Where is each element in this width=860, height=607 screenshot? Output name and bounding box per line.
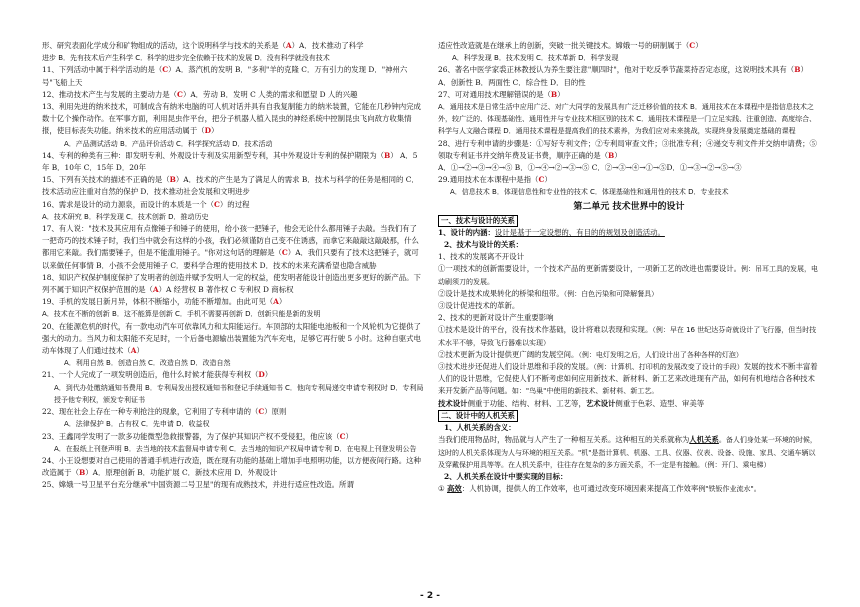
question-19-options: A．技术在不断的创新 B．这不能算是创新 C．手机不需要再创新 D．创新只能是新的发明 xyxy=(42,310,321,319)
question-20-options: A．利用自然 B．创造自然 C．改造自然 D．改造自然 xyxy=(64,359,231,368)
question-24: 24、小王设想要对自己使用的普通手机进行改造，既在现有功能的基础上增加手电照明功能，以方便夜间行路。这种改造属于（B）A．原理创新 B．功能扩展 C．新技术应用 D．外观设计 xyxy=(42,455,421,478)
question-28: 28、进行专利申请的步骤是：①写好专利文件；②专利局审查文件；③批准专利；④递交专利文件并交纳申请费；⑤领取专利证书并交纳年费及证书费，顺序正确的是（B） xyxy=(438,138,817,160)
example-text: （例：早在 16 世纪达芬奇就设计了飞行器，但当时技术水平不够，导致飞行器难以实现） xyxy=(438,326,817,347)
question-29: 29.通用技术在本课程中是指（C） xyxy=(438,175,552,185)
example-text: 例"铁钣作业流水"。 xyxy=(698,485,761,494)
point-text: 。备人们身处某一环境的时候，这时的人机关系体现为人与环境的相互关系。"机"是指计算机、机器、工具、仪器、仪表、设备、设施、家具、交通车辆以及穿戴保护用具等等。在人机关系中，往往存在复杂的多方面关系，不一定是有接触。（例：开门、乘电梯） xyxy=(438,436,817,469)
question-15: 15、下列有关技术的描述不正确的是（B）A．技术的产生是为了满足人的需求 B．技术与科学的任务是相同的 C．技术活动应注重对自然的保护 D．技术推动社会发展和文明进步 xyxy=(42,175,419,197)
keyword: 高效 xyxy=(447,484,462,494)
page-number: - 2 - xyxy=(420,591,440,601)
question-25-cont: 适应性改造就是在继承上的创新，突破一批关键技术。嫦娥一号的研制属于（C） xyxy=(438,41,703,50)
question-12: 12、推动技术产生与发展的主要动力是（C）A．劳动 B．发明 C 人类的需求和愿望 D 人的兴趣 xyxy=(42,89,358,99)
point-text: ③技术进步还促进人们设计思维和手段的发展。 xyxy=(438,362,594,372)
example-text: （例：电灯发明之后，人们设计出了各种各样的灯泡） xyxy=(578,350,743,359)
answer-letter: D xyxy=(204,126,212,136)
section-heading: 二、设计中的人机关系 xyxy=(438,410,518,422)
example-text: 例：吊耳工具的发展，电动刷须刀的发展。 xyxy=(438,265,819,286)
left-line: 进步 B．先有技术后产生科学 C．科学的进步完全依赖于技术的发展 D．没有科学就没有技术 xyxy=(42,54,330,63)
answer-letter: C xyxy=(281,248,288,258)
answer-letter: D xyxy=(258,370,265,380)
point-text: 当我们使用物品时，物品就与人产生了一种相互关系。这种相互的关系就称为 xyxy=(438,435,690,445)
question-16: 16、需求是设计的动力源泉，而设计的本质是一个（C）的过程 xyxy=(42,199,250,209)
answer-letter: A xyxy=(285,41,292,50)
answer-letter: C xyxy=(177,89,183,99)
question-11: 11、下列活动中属于科学活动的是（C）A．蒸汽机的发明 B．"多利"羊的克隆 C．万有引力的发现 D．"神州六号"飞船上天 xyxy=(42,65,408,87)
left-line: 形、研究表面化学成分和矿物组成的活动，这个说明科学与技术的关系是（A）A．技术推动了科学 xyxy=(42,41,364,50)
question-25: 25、嫦娥一号卫星平台充分继承"中国资源二号卫星"的现有成熟技术，并进行适应性改造。所谓 xyxy=(42,480,354,490)
question-26: 26、著名中医学家裘正林教授认为养生要注意"顺四时"，他对于吃反季节蔬菜持否定态度，这说明技术具有（B）A．创新性 B．两面性 C．综合性 D．目的性 xyxy=(438,65,808,87)
section-heading: 一、技术与设计的关系 xyxy=(438,215,518,227)
point-text: ③设计促进技术的革新。 xyxy=(438,301,520,311)
answer-letter: B xyxy=(550,89,558,99)
subheading: 1、设计的内涵： xyxy=(438,227,495,237)
left-column xyxy=(42,40,424,585)
question-13: 13、利用先进的纳米技术，可制成含有纳米电脑的可人机对话并具有自我复制能力的纳米装置，它能在几秒钟内完成数十亿个操作动作。在军事方面，利用昆虫作平台，把分子机器人植入昆虫的神经系统中控制昆虫飞向敌方收集情报，使目标丧失功能。纳米技术的应用活动属于（D） xyxy=(42,102,421,136)
question-22: 22、现在社会上存在一种专利抢注的现象，它利用了专利申请的（C）原则 xyxy=(42,407,287,417)
keyword: 人机关系 xyxy=(689,435,719,445)
question-21-options: A．到代办处缴纳通知书费用 B．专利局发出授权通知书和登记手续通知书 C．他向专利局递交申请专利权时 D．专利局授予他专利权，颁发专利证书 xyxy=(54,383,424,404)
point-text: ①一项技术的创新需要设计，一个技术产品的更新需要设计，一项新工艺的改进也需要设计。 xyxy=(438,264,742,274)
point-text: ②技术更新为设计提供更广阔的发展空间。 xyxy=(438,349,579,359)
question-20: 20、在能源危机的时代，有一款电动汽车可依靠风力和太阳能运行。车顶部的太阳能电池板和一个风轮机为它提供了强大的动力。当风力和太阳能不充足时，一个后备电源输出装置能为汽车充电，足够它再行驶 5 小时。这种自驱式电动车体现了人们通过技术（A） xyxy=(42,321,421,356)
point-text: 发展的技术不断丰富着人们的设计思维，它促使人们不断考虑如何应用新技术、新材料、新工艺来改进现有产品，如何有机地结合各种技术来开发新产品等问题。 xyxy=(438,362,818,396)
example-text: （例：白色污染和可降解餐具） xyxy=(563,289,659,298)
answer-letter: C xyxy=(689,41,696,50)
right-column xyxy=(438,40,820,585)
term-label: 技术设计 xyxy=(438,398,468,408)
term-text: 侧重于色彩、造型、审美等 xyxy=(615,398,705,408)
answer-letter: B xyxy=(78,468,86,478)
definition-text: 设计是基于一定设想的、有目的的规划及创造活动。 xyxy=(494,227,665,237)
unit-title: 第二单元 技术世界中的设计 xyxy=(573,201,685,212)
example-text: 如："鸟巢"中使用的新技术、新材料、新工艺。 xyxy=(511,387,659,396)
term-label: 艺术设计 xyxy=(585,398,616,408)
question-28-options: A．①→②→③→④→⑤ B．①→④→②→③→⑤ C．②→③→④→①→⑤D．①→③→②→⑤→③ xyxy=(438,163,742,173)
term-text: 侧重于功能、结构、材料、工艺等， xyxy=(467,398,586,408)
point-text: ①技术是设计的平台，没有技术作基础，设计将难以表现和实现。 xyxy=(438,325,653,335)
answer-letter: B xyxy=(608,150,615,160)
subheading: 1、人机关系的含义： xyxy=(444,423,516,433)
question-25-options: A．科学发现 B．技术发明 C．技术革新 D．科学发现 xyxy=(452,54,619,63)
answer-letter: A xyxy=(273,297,279,307)
question-19: 19、手机的发展日新月异，体积不断缩小，功能不断增加。由此可见（A） xyxy=(42,297,287,307)
question-17: 17、有人说："技术及其应用有点像锤子和锤子的使用，给小孩一把锤子，他会无论什么都用锤子去敲。当我们有了一把奇巧的技术锤子时，我们当中就会有这样的小孩，我们必须谨防自己变不住诱惑，而拿它来敲敲这敲敲那，什么都用它来敲。我们需要锤子，但是不能滥用锤子。"你对这句话的理解是（C）A．我们只要有了技术这把锤子，就可以来做任何事情 B．小孩不会使用锤子 C．要科学合理的使用技术 D．技术的未来充满希望也隐含威胁 xyxy=(42,224,419,270)
answer-letter: C xyxy=(258,407,265,417)
answer-letter: B xyxy=(384,150,391,160)
question-13-options: A．产品测试活动 B．产品评价活动 C．科学探究活动 D．技术活动 xyxy=(64,139,273,148)
subheading: 2、人机关系在设计中要实现的目标： xyxy=(444,471,568,481)
point-text: 2、技术的更新对设计产生重要影响 xyxy=(438,313,554,323)
circled-number: ① xyxy=(438,484,445,494)
point-text: ：人机协调，提供人的工作效率，也可通过改变环境因素来提高工作效率 xyxy=(461,484,699,494)
answer-letter: A xyxy=(152,285,159,295)
question-22-options: A．法律保护 B．占有权 C．先申请 D．收益权 xyxy=(64,420,210,429)
question-21: 21、一个人完成了一项发明创造后，他什么时候才能获得专利权（D） xyxy=(42,370,273,380)
answer-letter: C xyxy=(162,65,169,75)
answer-letter: C xyxy=(214,199,220,209)
point-text: 1、技术的发展离不开设计 xyxy=(438,252,525,262)
answer-letter: B xyxy=(169,175,176,185)
question-23-options: A．在报纸上刊登声明 B．去当地的技术监督局申请专利 C．去当地的知识产权局申请专利 D．在电视上刊登发明公告 xyxy=(54,444,417,453)
answer-letter: C xyxy=(339,431,346,441)
subheading: 2、技术与设计的关系： xyxy=(444,240,524,250)
point-text: ②设计是技术成果转化的桥梁和纽带。 xyxy=(438,288,564,298)
answer-letter: A xyxy=(130,346,137,356)
question-27-options: A．通用技术是日常生活中应用广泛、对广大同学的发展具有广泛迁移价值的技术 B．通用技术在本课程中是指信息技术之外，较广泛的、体现基础性、通用性并与专业技术相区别的技术 C．通用技术课程是一门立足实践、注重创造、高度综合、科学与人文融合课程 D．通用技术课程是提高我们的技术素养，为我们应对未来挑战，实现终身发展奠定基础的课程 xyxy=(438,103,817,136)
question-23: 23、王鑫同学发明了一款多功能微型急救报警器，为了保护其知识产权不受侵犯，他应该（C） xyxy=(42,431,353,441)
answer-letter: C xyxy=(538,175,545,185)
answer-letter: B xyxy=(794,65,801,75)
question-14: 14、专利的种类有三种：即发明专利、外观设计专利及实用新型专利，其中外观设计专利的保护期限为（B） A．5年 B．10年 C．15年 D．20年 xyxy=(42,150,418,173)
example-text: （例：计算机、打印机的发展改变了设计的手段） xyxy=(593,363,744,372)
question-18: 18、知识产权保护制度保护了发明者的创造并赋予发明人一定的权益，使发明者能设计创造出更多更好的新产品。下列不属于知识产权保护范围的是（A）A 经营权 B 著作权 C 专利权 D 商标权 xyxy=(42,272,421,295)
question-16-options: A．技术研究 B．科学发现 C．技术创新 D．推动历史 xyxy=(42,212,209,221)
question-27: 27、可对通用技术理解错误的是（B） xyxy=(438,89,565,99)
question-29-options: A．信息技术 B．体现信息性和专业性的技术 C．体现基础性和通用性的技术 D．专业技术 xyxy=(450,188,729,197)
